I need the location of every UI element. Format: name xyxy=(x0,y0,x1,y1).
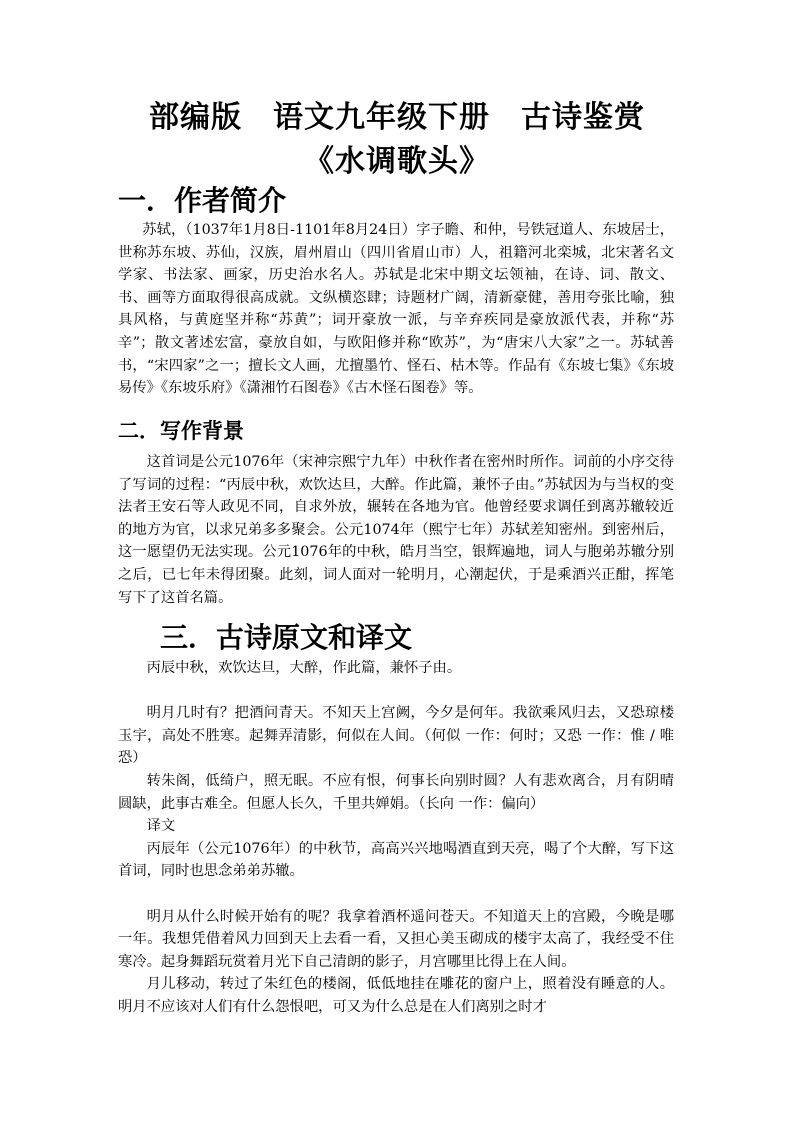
translation-stanza-2: 月儿移动，转过了朱红色的楼阁，低低地挂在雕花的窗户上，照着没有睡意的人。明月不应该对人们有什么怨恨吧，可又为什么总是在人们离别之时才 xyxy=(118,976,674,1015)
section-heading-poem: 三．古诗原文和译文 xyxy=(160,621,413,654)
translation-preface: 丙辰年（公元1076年）的中秋节，高高兴兴地喝酒直到天亮，喝了个大醉，写下这首词，同时也思念弟弟苏辙。 xyxy=(118,840,674,880)
background-paragraph: 这首词是公元1076年（宋神宗熙宁九年）中秋作者在密州时所作。词前的小序交待了写词的过程：“丙辰中秋，欢饮达旦，大醉。作此篇，兼怀子由。”苏轼因为与当权的变法者王安石等人政见不同，自求外放，辗转在各地为官。他曾经要求调任到离苏辙较近的地方为官，以求兄弟多多聚会。公元1074年（熙宁七年）苏轼差知密州。到密州后，这一愿望仍无法实现。公元1076年的中秋，皓月当空，银辉遍地，词人与胞弟苏辙分别之后，已七年未得团聚。此刻，词人面对一轮明月，心潮起伏，于是乘酒兴正酣，挥笔写下了这首名篇。 xyxy=(118,454,674,606)
section-heading-background: 二．写作背景 xyxy=(118,418,244,443)
author-section xyxy=(118,219,674,400)
translation-stanza-1: 明月从什么时候开始有的呢？我拿着酒杯遥问苍天。不知道天上的宫殿，今晚是哪一年。我想凭借着风力回到天上去看一看，又担心美玉砌成的楼宇太高了，我经受不住寒冷。起身舞蹈玩赏着月光下自己清朗的影子，月宫哪里比得上在人间。 xyxy=(118,908,674,970)
blank-line xyxy=(118,883,674,906)
poem-section xyxy=(118,657,674,1019)
background-section xyxy=(118,451,674,609)
poem-stanza-2: 转朱阁，低绮户，照无眠。不应有恨，何事长向别时圆？人有悲欢离合，月有阴晴圆缺，此事古难全。但愿人长久，千里共婵娟。（长向 一作：偏向） xyxy=(118,772,674,812)
poem-title: 《水调歌头》 xyxy=(304,144,490,179)
author-paragraph: 苏轼，（1037年1月8日-1101年8月24日）字子瞻、和仲，号铁冠道人、东坡居士，世称苏东坡、苏仙，汉族，眉州眉山（四川省眉山市）人，祖籍河北栾城，北宋著名文学家、书法家、画家，历史治水名人。苏轼是北宋中期文坛领袖，在诗、词、散文、书、画等方面取得很高成就。文纵横恣肆；诗题材广阔，清新豪健，善用夸张比喻，独具风格，与黄庭坚并称“苏黄”；词开豪放一派，与辛弃疾同是豪放派代表，并称“苏辛”；散文著述宏富，豪放自如，与欧阳修并称“欧苏”，为“唐宋八大家”之一。苏轼善书，“宋四家”之一；擅长文人画，尤擅墨竹、怪石、枯木等。作品有《东坡七集》《东坡易传》《东坡乐府》《潇湘竹石图卷》《古木怪石图卷》等。 xyxy=(118,222,674,397)
section-heading-author: 一．作者简介 xyxy=(118,184,287,217)
poem-stanza-1: 明月几时有？把酒问青天。不知天上宫阙，今夕是何年。我欲乘风归去，又恐琼楼玉宇，高处不胜寒。起舞弄清影，何似在人间。（何似 一作：何时；又恐 一作：惟 / 唯恐） xyxy=(118,705,674,767)
translation-label: 译文 xyxy=(146,818,176,835)
poem-preface: 丙辰中秋，欢饮达旦，大醉，作此篇，兼怀子由。 xyxy=(146,660,462,676)
blank-line xyxy=(118,680,674,703)
document-title: 部编版 语文九年级下册 古诗鉴赏 xyxy=(149,100,645,135)
